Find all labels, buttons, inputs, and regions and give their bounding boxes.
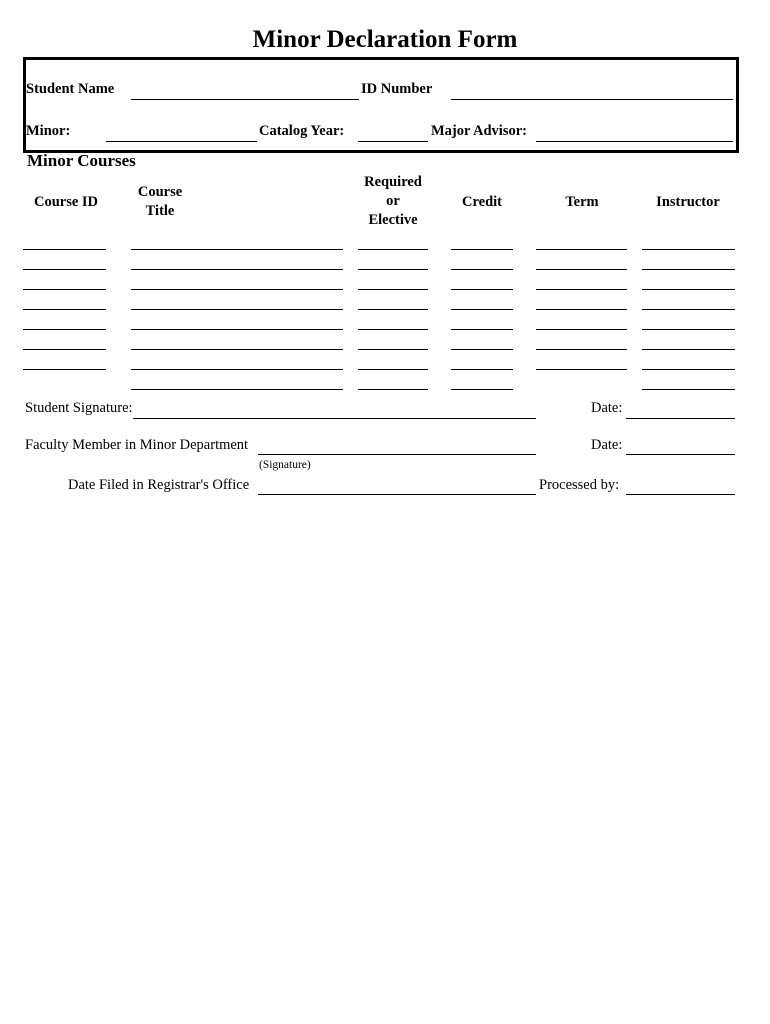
required-elective-field[interactable]: [358, 309, 428, 310]
credit-field[interactable]: [451, 349, 513, 350]
instructor-field[interactable]: [642, 249, 735, 250]
course-title-field[interactable]: [131, 289, 343, 290]
faculty-signature-field[interactable]: [258, 454, 536, 455]
term-field[interactable]: [536, 369, 627, 370]
course-title-field[interactable]: [131, 329, 343, 330]
signature-caption: (Signature): [259, 459, 311, 471]
credit-field[interactable]: [451, 329, 513, 330]
minor-field[interactable]: [106, 141, 257, 142]
id-number-label: ID Number: [361, 81, 433, 97]
required-elective-field[interactable]: [358, 369, 428, 370]
student-date-field[interactable]: [626, 418, 735, 419]
faculty-date-field[interactable]: [626, 454, 735, 455]
student-signature-field[interactable]: [133, 418, 536, 419]
processed-by-field[interactable]: [626, 494, 735, 495]
instructor-field[interactable]: [642, 329, 735, 330]
required-elective-field[interactable]: [358, 329, 428, 330]
term-field[interactable]: [536, 289, 627, 290]
course-id-field[interactable]: [23, 329, 106, 330]
processed-by-label: Processed by:: [539, 477, 620, 493]
student-name-label: Student Name: [26, 81, 115, 97]
term-field[interactable]: [536, 269, 627, 270]
course-title-field[interactable]: [131, 369, 343, 370]
col-header-required-line2: or: [386, 193, 400, 209]
student-date-label: Date:: [591, 400, 623, 416]
course-title-field[interactable]: [131, 269, 343, 270]
catalog-year-field[interactable]: [358, 141, 428, 142]
term-field[interactable]: [536, 249, 627, 250]
instructor-field[interactable]: [642, 389, 735, 390]
course-id-field[interactable]: [23, 269, 106, 270]
required-elective-field[interactable]: [358, 389, 428, 390]
id-number-field[interactable]: [451, 99, 733, 100]
instructor-field[interactable]: [642, 269, 735, 270]
credit-field[interactable]: [451, 289, 513, 290]
student-info-box: [23, 57, 739, 153]
credit-field[interactable]: [451, 249, 513, 250]
required-elective-field[interactable]: [358, 289, 428, 290]
credit-field[interactable]: [451, 369, 513, 370]
course-id-field[interactable]: [23, 249, 106, 250]
course-title-field[interactable]: [131, 309, 343, 310]
col-header-instructor: Instructor: [656, 194, 720, 210]
major-advisor-label: Major Advisor:: [431, 123, 527, 139]
instructor-field[interactable]: [642, 289, 735, 290]
term-field[interactable]: [536, 349, 627, 350]
student-name-field[interactable]: [131, 99, 359, 100]
col-header-term: Term: [565, 194, 599, 210]
term-field[interactable]: [536, 309, 627, 310]
course-id-field[interactable]: [23, 289, 106, 290]
course-id-field[interactable]: [23, 349, 106, 350]
credit-field[interactable]: [451, 269, 513, 270]
required-elective-field[interactable]: [358, 269, 428, 270]
col-header-course-title: [120, 183, 200, 221]
term-field[interactable]: [536, 329, 627, 330]
required-elective-field[interactable]: [358, 349, 428, 350]
col-header-required-line3: Elective: [368, 212, 418, 228]
course-title-field[interactable]: [131, 349, 343, 350]
catalog-year-label: Catalog Year:: [259, 123, 345, 139]
required-elective-field[interactable]: [358, 249, 428, 250]
course-title-field[interactable]: [131, 389, 343, 390]
date-filed-label: Date Filed in Registrar's Office: [68, 477, 250, 493]
credit-field[interactable]: [451, 309, 513, 310]
col-header-required: [353, 173, 433, 230]
course-id-field[interactable]: [23, 309, 106, 310]
col-header-course-title-line2: Title: [145, 203, 175, 219]
instructor-field[interactable]: [642, 309, 735, 310]
col-header-credit: Credit: [461, 194, 502, 210]
faculty-date-label: Date:: [591, 437, 623, 453]
col-header-required-line1: Required: [364, 174, 422, 190]
col-header-course-id: Course ID: [33, 194, 99, 210]
minor-courses-heading: Minor Courses: [27, 151, 136, 170]
course-title-field[interactable]: [131, 249, 343, 250]
course-id-field[interactable]: [23, 369, 106, 370]
col-header-course-title-line1: Course: [137, 184, 183, 200]
minor-label: Minor:: [26, 123, 71, 139]
student-signature-label: Student Signature:: [25, 400, 133, 416]
credit-field[interactable]: [451, 389, 513, 390]
faculty-member-label: Faculty Member in Minor Department: [25, 437, 249, 453]
major-advisor-field[interactable]: [536, 141, 733, 142]
form-title: Minor Declaration Form: [252, 26, 518, 53]
instructor-field[interactable]: [642, 349, 735, 350]
instructor-field[interactable]: [642, 369, 735, 370]
date-filed-field[interactable]: [258, 494, 536, 495]
